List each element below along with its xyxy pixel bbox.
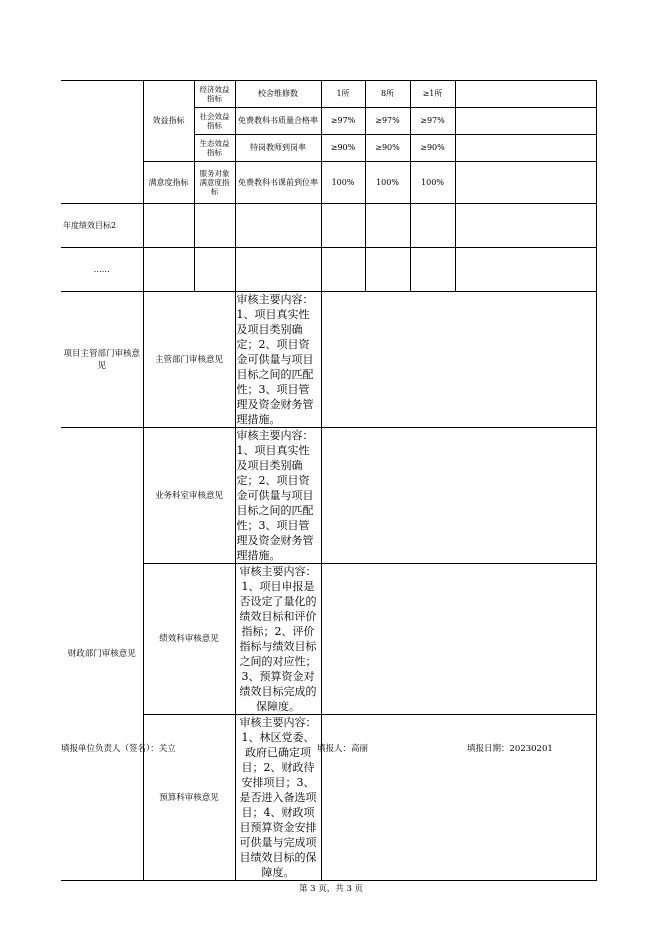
footer-date: 填报日期：20230201: [467, 744, 553, 754]
business-review-content: 审核主要内容：1、项目真实性及项目类别确定；2、项目资金可供量与项目目标之间的匹配性；3、项目管理及资金财务管理措施。: [235, 428, 321, 564]
note-cell: [455, 162, 596, 204]
dept-review-sub-label: 主管部门审核意见: [143, 292, 235, 428]
indicator-cell: 免费教科书课前到位率: [235, 162, 321, 204]
empty-cell: [321, 248, 365, 292]
value-cell: 100%: [321, 162, 365, 204]
performance-review-content: 审核主要内容：1、项目申报是否设定了量化的绩效目标和评价指标；2、评价指标与绩效目标之间的对应性；3、预算资金对绩效目标完成的保障度。: [235, 564, 321, 715]
sub-indicator-cell: 社会效益指标: [194, 108, 235, 135]
note-cell: [455, 135, 596, 162]
indicator-cell: 免费教科书质量合格率: [235, 108, 321, 135]
empty-cell: [455, 204, 596, 248]
ellipsis-label: ……: [61, 248, 143, 292]
business-review-sub-label: 业务科室审核意见: [143, 428, 235, 564]
table-row: [61, 204, 596, 248]
table-row: [61, 248, 596, 292]
sub-indicator-cell: 经济效益指标: [194, 81, 235, 108]
empty-cell: [235, 204, 321, 248]
value-cell: ≥97%: [410, 108, 455, 135]
sub-indicator-cell: 生态效益指标: [194, 135, 235, 162]
opinion-cell: [321, 428, 596, 564]
opinion-cell: [321, 715, 596, 881]
empty-cell: [365, 204, 410, 248]
empty-cell: [365, 248, 410, 292]
category-cell: 效益指标: [143, 81, 194, 162]
value-cell: 1所: [321, 81, 365, 108]
table-row: [61, 428, 596, 564]
empty-cell: [410, 204, 455, 248]
value-cell: ≥1所: [410, 81, 455, 108]
dept-review-content: 审核主要内容：1、项目真实性及项目类别确定；2、项目资金可供量与项目目标之间的匹配性；3、项目管理及资金财务管理措施。: [235, 292, 321, 428]
table-row: [61, 292, 596, 428]
value-cell: ≥90%: [365, 135, 410, 162]
opinion-cell: [321, 292, 596, 428]
empty-cell: [410, 248, 455, 292]
finance-review-label: 财政部门审核意见: [61, 428, 143, 881]
value-cell: ≥97%: [321, 108, 365, 135]
empty-cell: [321, 204, 365, 248]
performance-review-sub-label: 绩效科审核意见: [143, 564, 235, 715]
empty-cell: [194, 248, 235, 292]
footer-filler: 填报人：高丽: [317, 744, 369, 754]
value-cell: ≥90%: [321, 135, 365, 162]
empty-cell: [143, 248, 194, 292]
sub-indicator-cell: 服务对象满意度指标: [194, 162, 235, 204]
page-number: 第 3 页，共 3 页: [298, 884, 364, 894]
note-cell: [455, 108, 596, 135]
table-row: [61, 81, 596, 108]
budget-review-sub-label: 预算科审核意见: [143, 715, 235, 881]
category-cell: 满意度指标: [143, 162, 194, 204]
value-cell: 8所: [365, 81, 410, 108]
value-cell: 100%: [410, 162, 455, 204]
value-cell: 100%: [365, 162, 410, 204]
indicator-cell: 校舍维修数: [235, 81, 321, 108]
goal1-continuation-cell: [61, 81, 143, 204]
opinion-cell: [321, 564, 596, 715]
note-cell: [455, 81, 596, 108]
budget-review-content: 审核主要内容：1、林区党委、政府已确定项目；2、财政待安排项目；3、是否进入备选项目；4、财政项目预算资金安排可供量与完成项目绩效目标的保障度。: [235, 715, 321, 881]
dept-review-label: 项目主管部门审核意见: [61, 292, 143, 428]
performance-table: [61, 80, 597, 881]
empty-cell: [455, 248, 596, 292]
annual-goal2-label: 年度绩效目标2: [61, 204, 143, 248]
indicator-cell: 特岗教师到岗率: [235, 135, 321, 162]
value-cell: ≥97%: [365, 108, 410, 135]
empty-cell: [235, 248, 321, 292]
footer-responsible: 填报单位负责人（签名）：关立: [61, 744, 176, 754]
empty-cell: [143, 204, 194, 248]
empty-cell: [194, 204, 235, 248]
value-cell: ≥90%: [410, 135, 455, 162]
